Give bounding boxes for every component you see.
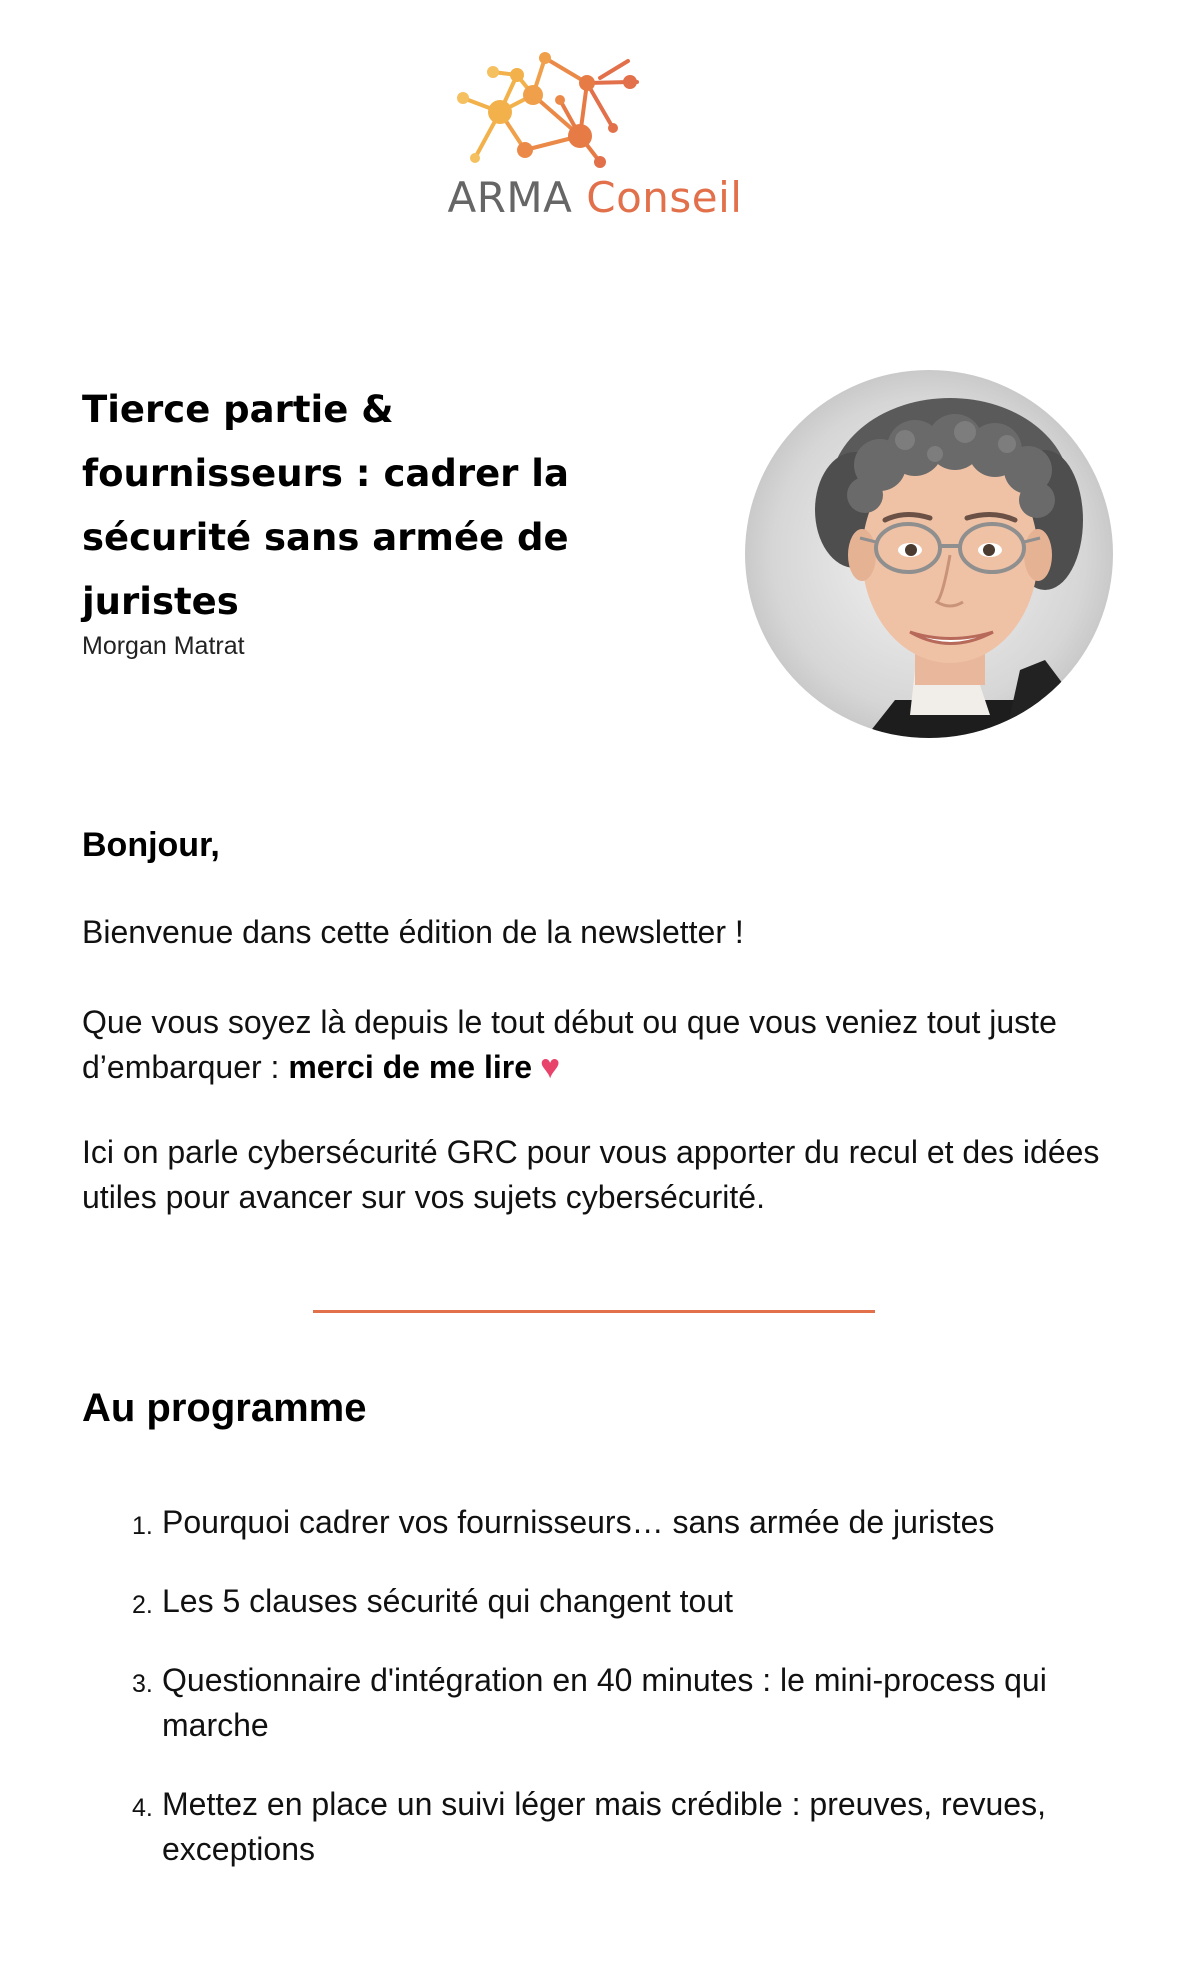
network-nodes-icon — [445, 40, 745, 170]
thanks-emphasis: merci de me lire — [288, 1049, 533, 1085]
programme-item-number: 1. — [132, 1512, 153, 1540]
author-name: Morgan Matrat — [82, 632, 245, 660]
programme-item-number: 2. — [132, 1591, 153, 1619]
portrait-illustration — [745, 370, 1113, 738]
intro-paragraph-3: Ici on parle cybersécurité GRC pour vous apporter du recul et des idées utiles pour avancer sur vos sujets cybersécurité. — [82, 1134, 1100, 1215]
programme-item-text: Mettez en place un suivi léger mais crédible : preuves, revues, exceptions — [162, 1786, 1046, 1867]
programme-item-number: 4. — [132, 1794, 153, 1822]
greeting: Bonjour, — [82, 826, 220, 864]
intro-paragraph-1: Bienvenue dans cette édition de la newsletter ! — [82, 914, 744, 950]
author-portrait-photo — [745, 370, 1113, 738]
intro-paragraph-2 — [82, 1000, 1122, 1090]
brand-logo[interactable] — [445, 40, 745, 240]
programme-item-2 — [82, 1579, 1122, 1624]
programme-title: Au programme — [82, 1386, 367, 1430]
article-title: Tierce partie & fournisseurs : cadrer la sécurité sans armée de juristes — [82, 388, 569, 623]
programme-list — [82, 1500, 1122, 1906]
programme-item-3 — [82, 1658, 1122, 1748]
programme-item-text: Pourquoi cadrer vos fournisseurs… sans armée de juristes — [162, 1504, 995, 1540]
brand-name-part2: Conseil — [586, 173, 743, 222]
programme-item-4 — [82, 1782, 1122, 1872]
section-divider — [313, 1310, 875, 1313]
programme-item-number: 3. — [132, 1670, 153, 1698]
heart-icon: ♥ — [540, 1048, 561, 1086]
brand-name — [445, 173, 745, 222]
programme-item-text: Les 5 clauses sécurité qui changent tout — [162, 1583, 734, 1619]
intro-paragraph-2-text: Que vous soyez là depuis le tout début ou que vous veniez tout juste d’embarquer : — [82, 1004, 1057, 1085]
brand-name-part1: ARMA — [447, 173, 573, 222]
programme-item-text: Questionnaire d'intégration en 40 minutes : le mini-process qui marche — [162, 1662, 1047, 1743]
programme-item-1 — [82, 1500, 1122, 1545]
